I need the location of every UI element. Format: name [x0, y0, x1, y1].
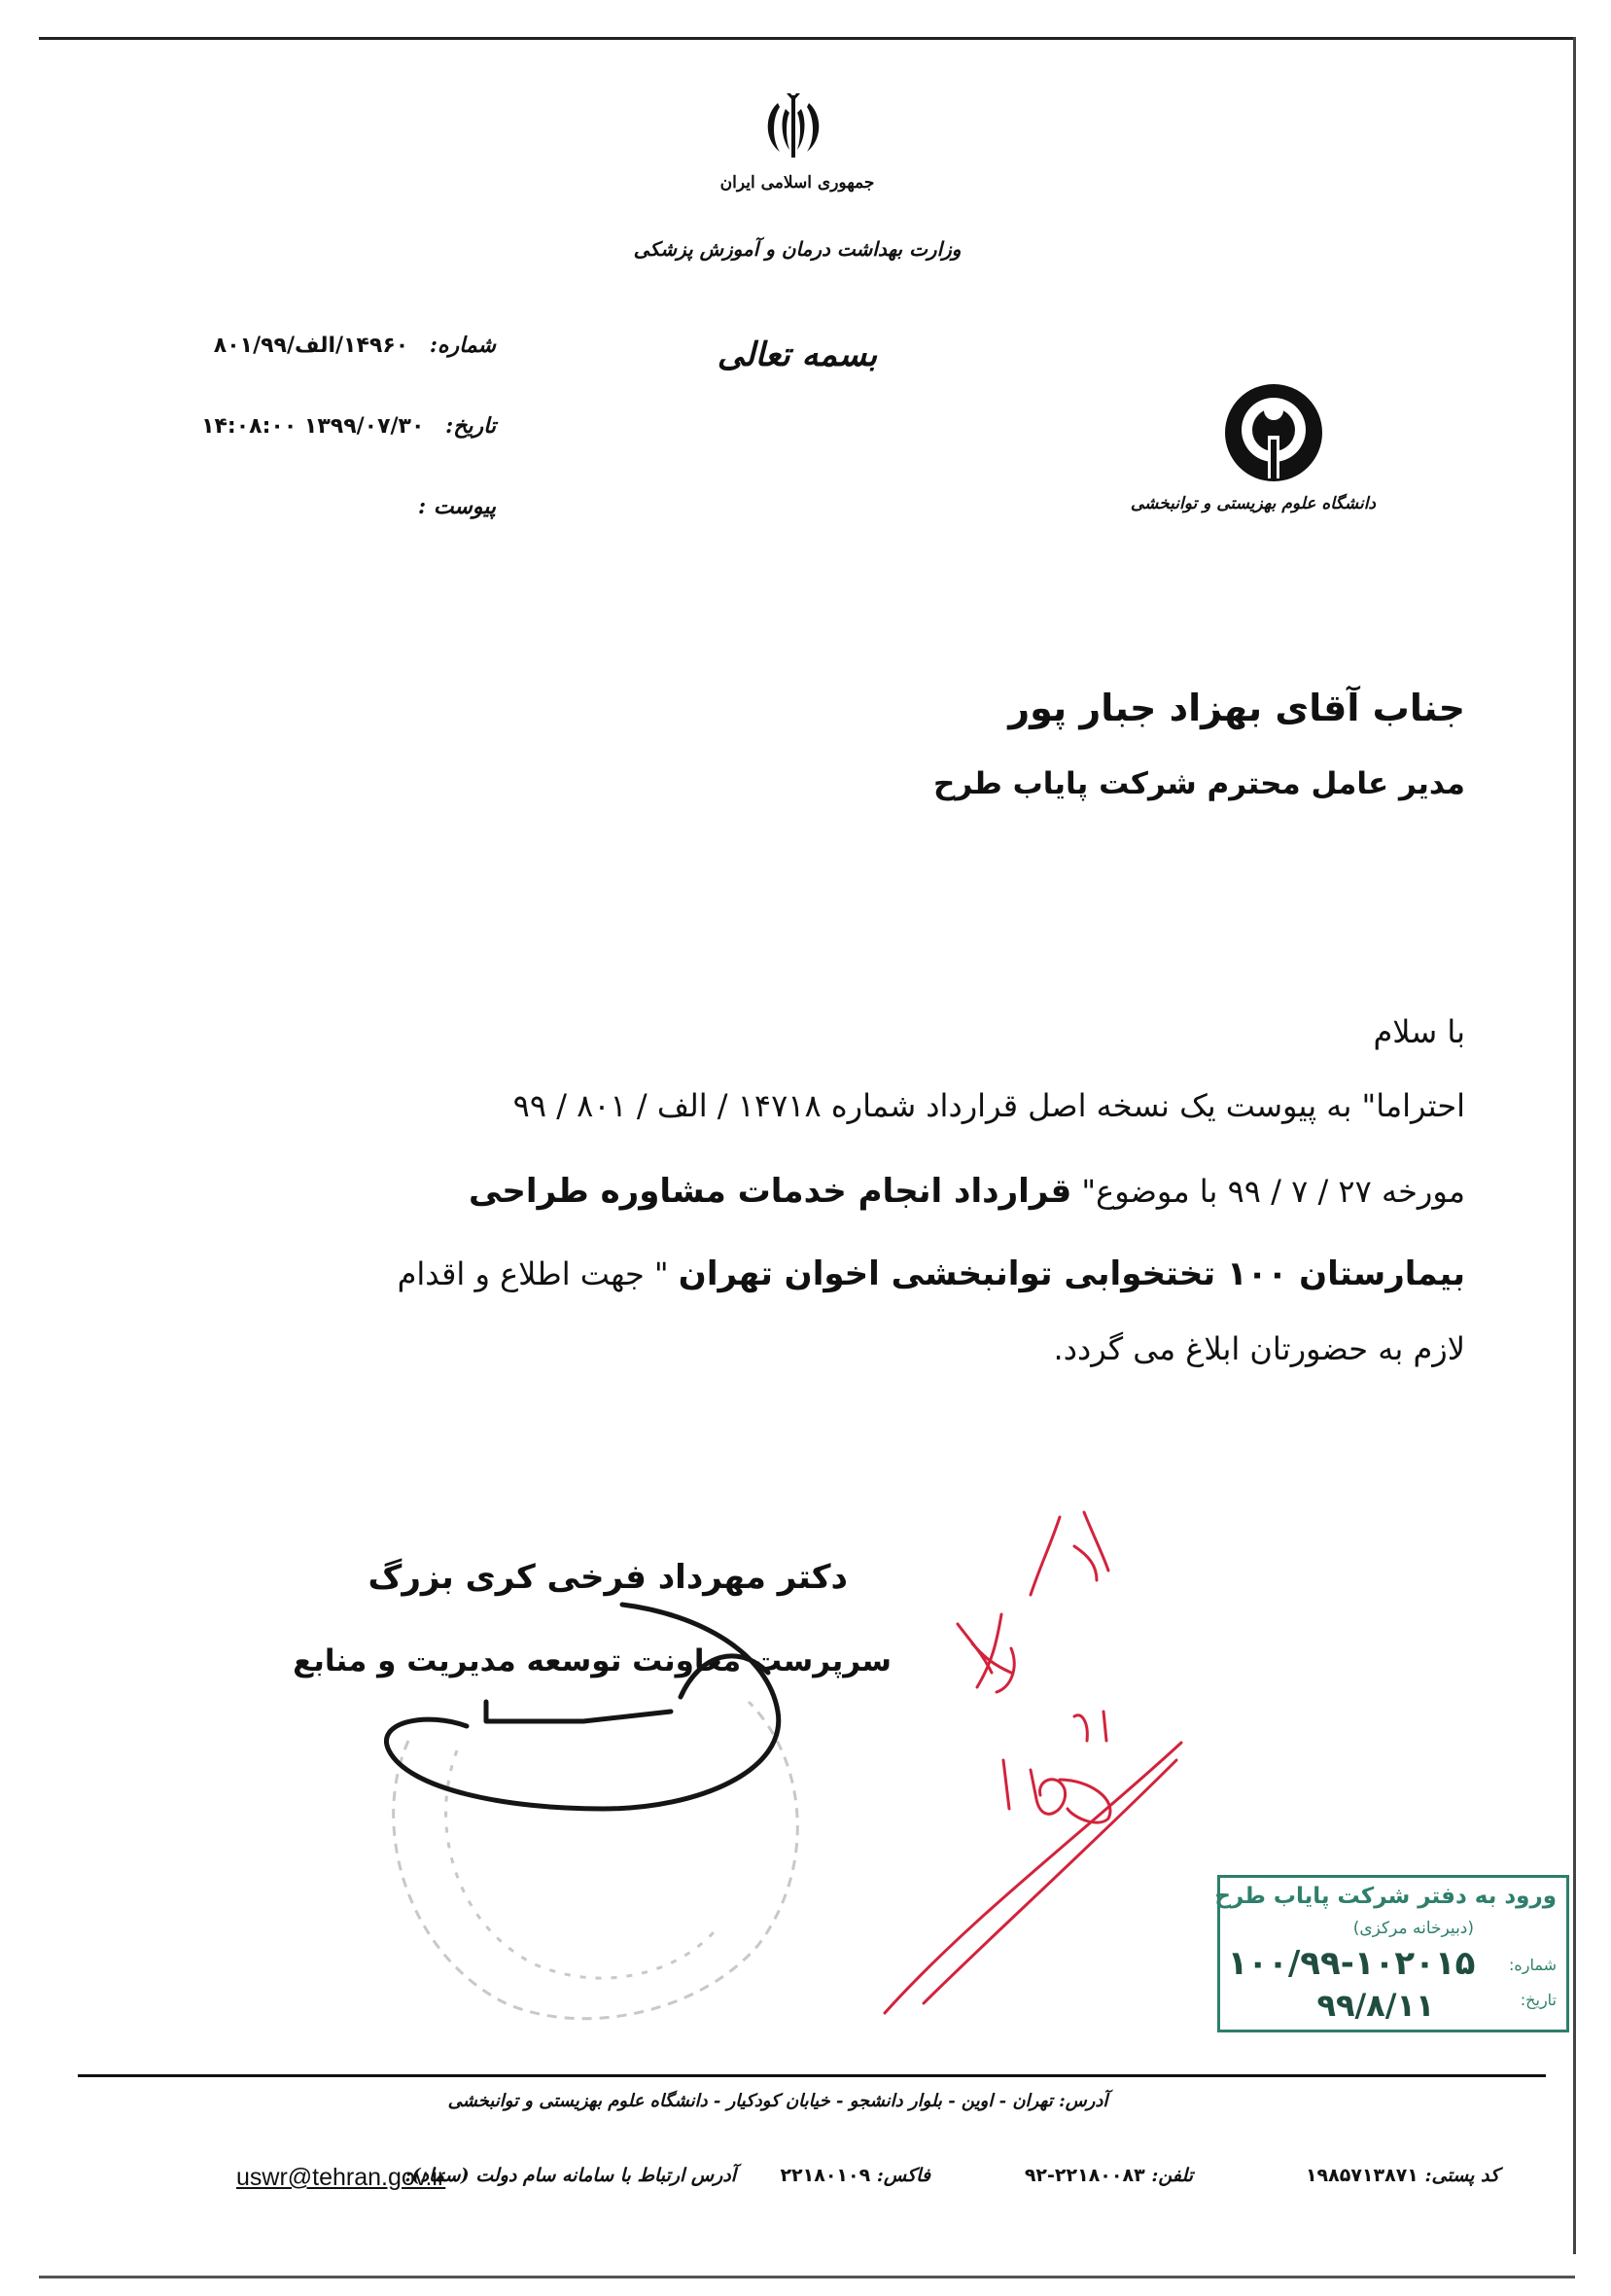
signer-title: سرپرست معاونت توسعه مدیریت و منابع: [293, 1643, 892, 1678]
iran-emblem-icon: [756, 89, 830, 163]
letter-attachment-label: پیوست :: [418, 494, 496, 519]
stamp-subtitle: (دبیرخانه مرکزی): [1352, 1919, 1474, 1938]
letter-date-value: ۱۳۹۹/۰۷/۳۰ ۱۴:۰۸:۰۰: [201, 414, 425, 439]
header-ministry: وزارت بهداشت درمان و آموزش پزشکی: [633, 237, 962, 261]
footer-phone: [1025, 2165, 1193, 2186]
body-line-1: احتراما" به پیوست یک نسخه اصل قرارداد شماره ۱۴۷۱۸ / الف / ۸۰۱ / ۹۹: [512, 1087, 1465, 1124]
stamp-date-value: ۹۹/۸/۱۱: [1316, 1987, 1435, 2024]
phone-value: ۲۲۱۸۰۰۸۳-۹۲: [1024, 2165, 1145, 2186]
body-line-2: [469, 1172, 1465, 1211]
university-name: دانشگاه علوم بهزیستی و توانبخشی: [1130, 494, 1376, 513]
greeting: با سلام: [1373, 1013, 1465, 1050]
contract-subject-part-2: بیمارستان ۱۰۰ تختخوابی توانبخشی اخوان تهران: [678, 1254, 1465, 1293]
recipient-name: جناب آقای بهزاد جبار پور: [1008, 687, 1465, 729]
stamp-number-value: ۱۰۰/۹۹-۱۰۲۰۱۵: [1227, 1944, 1476, 1983]
stamp-title: ورود به دفتر شرکت پایاب طرح: [1214, 1884, 1557, 1909]
header-country: جمهوری اسلامی ایران: [719, 173, 875, 193]
footer-postal-code: [1306, 2165, 1499, 2186]
letter-attachment: [165, 494, 496, 519]
footer-divider: [78, 2074, 1546, 2077]
scan-edge-right: [1573, 37, 1576, 2254]
university-logo-icon: [1220, 379, 1327, 486]
postal-code-label: کد پستی:: [1424, 2165, 1499, 2186]
stamp-number-label: شماره:: [1508, 1956, 1557, 1974]
footer-fax: [780, 2165, 930, 2186]
contract-subject-part-1: قرارداد انجام خدمات مشاوره طراحی: [469, 1172, 1072, 1211]
footer-address: آدرس: تهران - اوین - بلوار دانشجو - خیابان کودکیار - دانشگاه علوم بهزیستی و توانبخشی: [447, 2091, 1108, 2111]
letter-number-label: شماره:: [429, 333, 496, 358]
receipt-stamp: [1214, 1875, 1569, 2032]
stamp-date-label: تاریخ:: [1520, 1991, 1557, 2009]
body-line-4: لازم به حضورتان ابلاغ می گردد.: [1053, 1330, 1465, 1367]
fax-label: فاکس:: [876, 2165, 930, 2186]
letter-date: [165, 413, 496, 439]
footer-sama: [404, 2165, 736, 2186]
faint-seal-impression: [394, 1702, 798, 2019]
body-line-2-plain: مورخه ۲۷ / ۷ / ۹۹ با موضوع": [1081, 1173, 1465, 1210]
fax-value: ۲۲۱۸۰۱۰۹: [780, 2165, 871, 2186]
sama-label: آدرس ارتباط با سامانه سام دولت (سماد):: [404, 2165, 736, 2186]
header-basmala: بسمه تعالی: [717, 336, 878, 374]
handwritten-signature: [386, 1605, 778, 1809]
recipient-title: مدیر عامل محترم شرکت پایاب طرح: [932, 766, 1465, 801]
red-handwritten-notes: [885, 1512, 1181, 2013]
postal-code-value: ۱۹۸۵۷۱۳۸۷۱: [1305, 2165, 1418, 2186]
phone-label: تلفن:: [1151, 2165, 1193, 2186]
scan-edge-bottom: [39, 2276, 1575, 2278]
email-link[interactable]: uswr@tehran.gov.ir: [236, 2164, 446, 2191]
body-line-3-plain: " جهت اطلاع و اقدام: [397, 1255, 669, 1292]
scan-edge-top: [39, 37, 1575, 40]
letter-number: [165, 333, 496, 358]
letter-number-value: ۱۴۹۶۰/الف/۸۰۱/۹۹: [213, 334, 409, 358]
letter-date-label: تاریخ:: [445, 413, 496, 439]
body-line-3: [398, 1254, 1465, 1293]
signer-name: دکتر مهرداد فرخی کری بزرگ: [368, 1558, 848, 1597]
